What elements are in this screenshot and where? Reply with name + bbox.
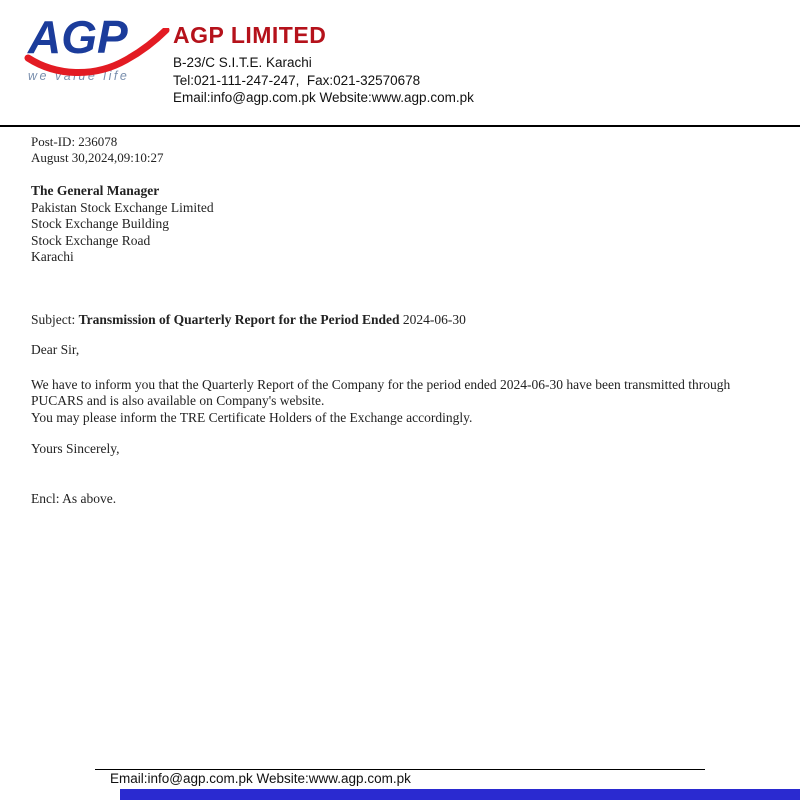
closing: Yours Sincerely,: [31, 441, 120, 456]
header-divider: [0, 125, 800, 127]
enclosure-note: Encl: As above.: [31, 490, 117, 506]
recipient-block: [31, 183, 779, 266]
footer-accent-bar: [120, 789, 800, 800]
salutation: Dear Sir,: [31, 342, 80, 357]
company-block: [173, 22, 474, 107]
company-name: AGP LIMITED: [173, 22, 327, 48]
subject-text: Transmission of Quarterly Report for the Period Ended: [78, 311, 400, 327]
subject-label: Subject:: [31, 311, 76, 327]
body-paragraph-2: You may please inform the TRE Certificate Holders of the Exchange accordingly.: [31, 409, 473, 425]
recipient-line: Karachi: [31, 249, 74, 264]
agp-logo: [28, 11, 176, 104]
letter-content: [31, 134, 779, 507]
recipient-line: Stock Exchange Road: [31, 232, 151, 248]
subject-date: 2024-06-30: [402, 311, 466, 327]
body-paragraph-1: We have to inform you that the Quarterly Report of the Company for the period ended 2024-06-30 have been transmitted through PUCARS and is also available on Company's website.: [31, 376, 731, 408]
footer-email-website: Email:info@agp.com.pk Website:www.agp.com.pk: [110, 771, 411, 786]
logo-tagline: we value life: [28, 69, 130, 83]
recipient-title: The General Manager: [31, 183, 160, 198]
agp-logo-text: AGP: [28, 11, 128, 63]
recipient-line: Pakistan Stock Exchange Limited: [31, 199, 214, 215]
company-address: B-23/C S.I.T.E. Karachi: [173, 55, 312, 70]
footer-divider: [95, 769, 705, 770]
subject-line: [31, 312, 779, 329]
company-tel-fax: Tel:021-111-247-247, Fax:021-32570678: [173, 72, 421, 88]
post-id: Post-ID: 236078: [31, 134, 118, 149]
letterhead: [0, 0, 800, 125]
recipient-line: Stock Exchange Building: [31, 216, 169, 231]
body-paragraphs: [31, 377, 779, 427]
company-email-website: Email:info@agp.com.pk Website:www.agp.com.pk: [173, 90, 474, 105]
date-time: August 30,2024,09:10:27: [31, 150, 164, 165]
